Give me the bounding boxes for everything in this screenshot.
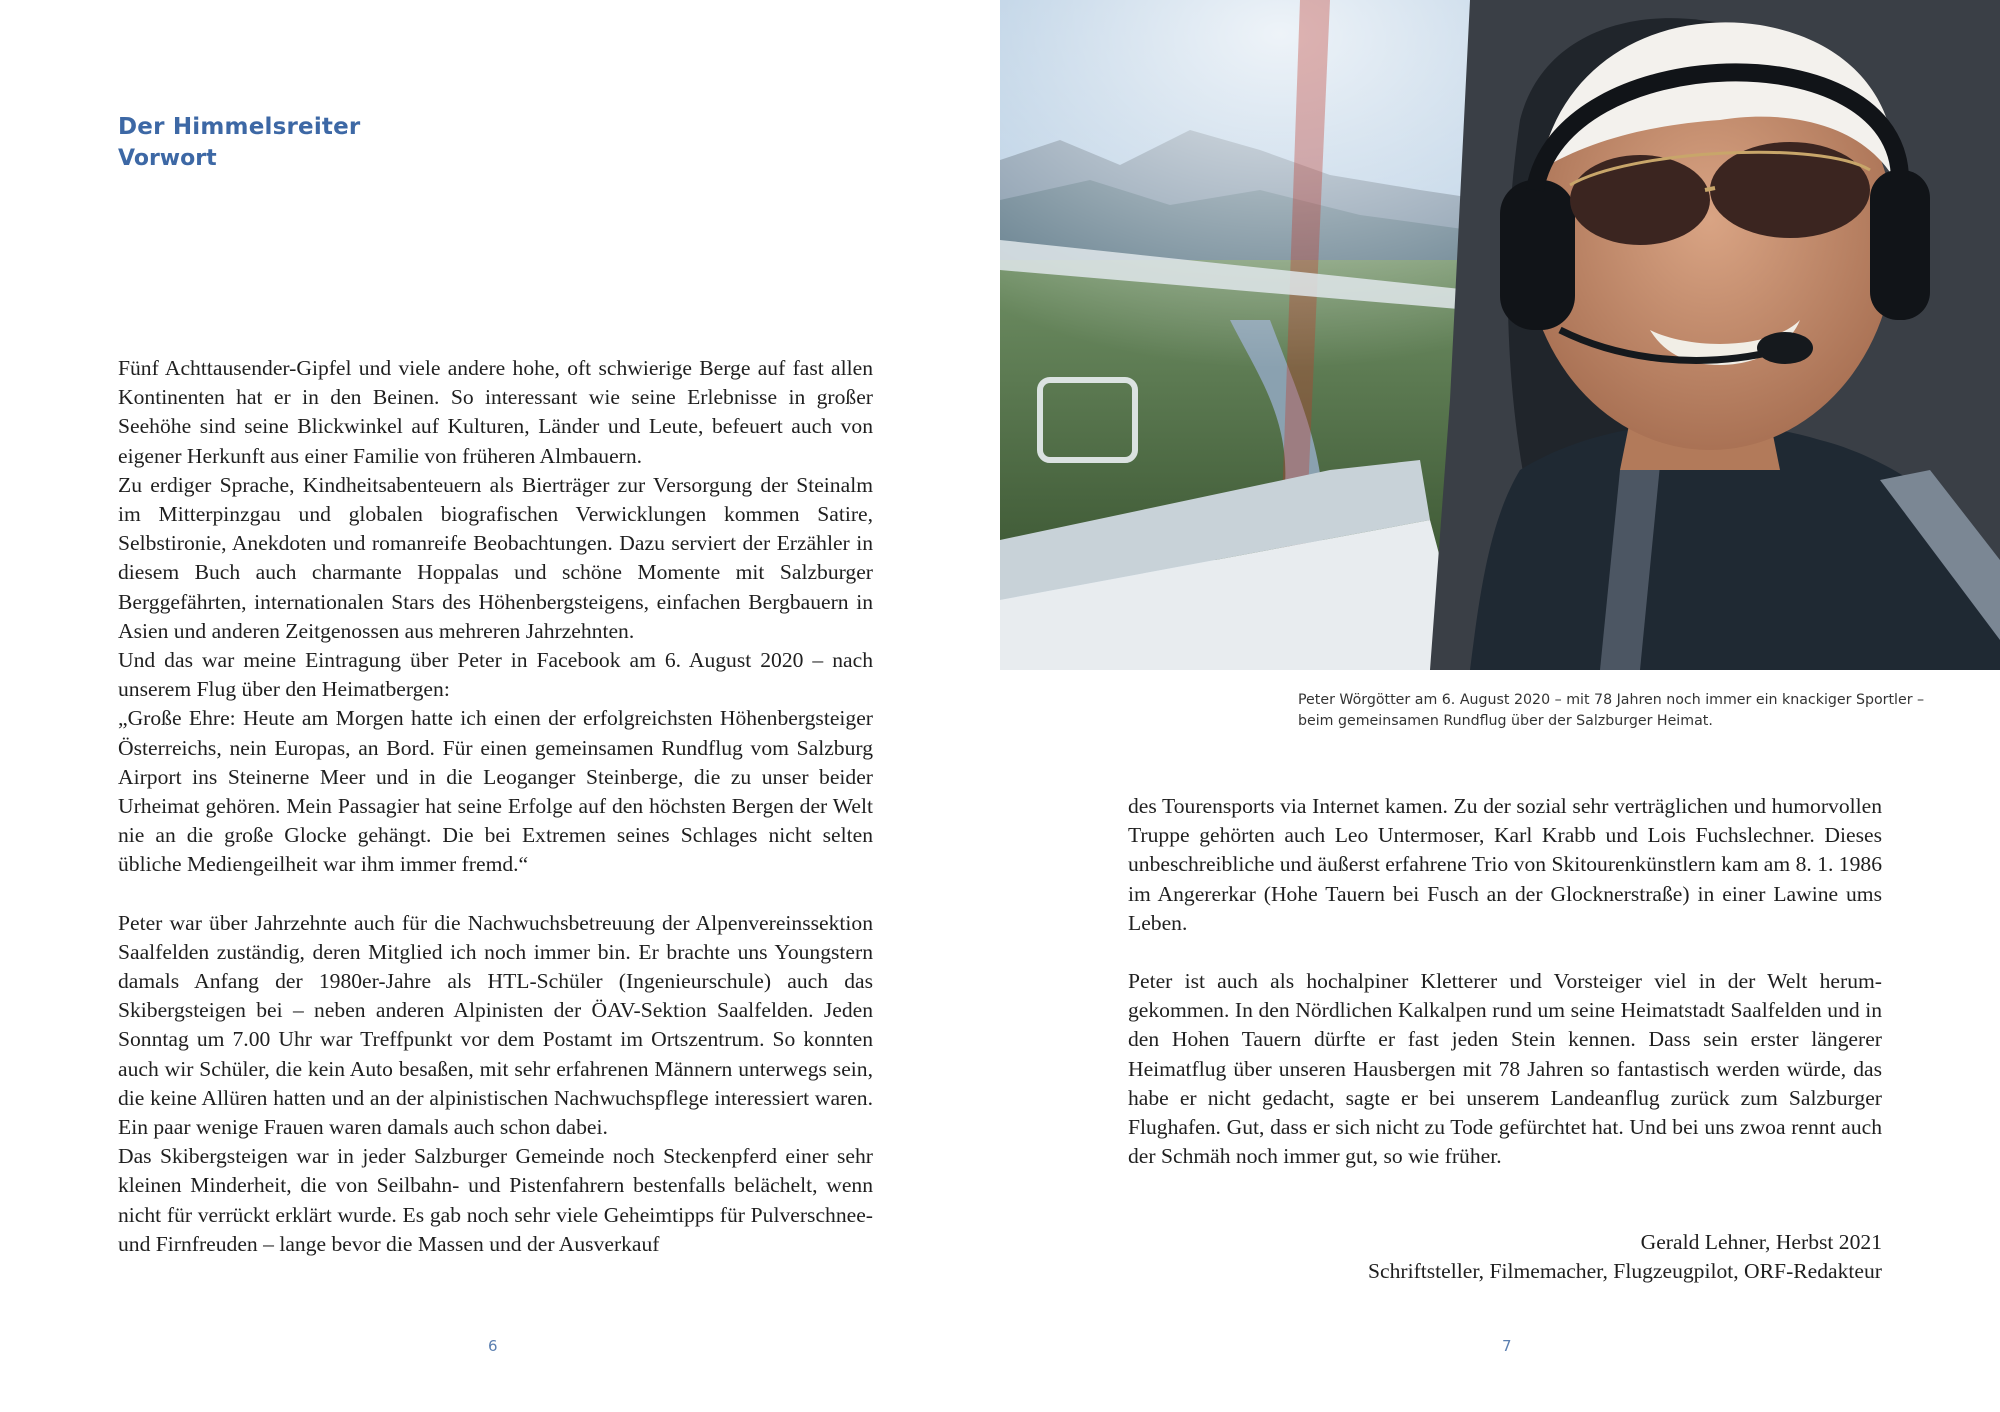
chapter-title: Der Himmelsreiter <box>118 114 361 140</box>
caption-line: beim gemeinsamen Rundflug über der Salzburger Heimat. <box>1298 713 1713 729</box>
paragraph-gap <box>1128 938 1882 967</box>
cockpit-photo <box>1000 0 2000 670</box>
paragraph: Zu erdiger Sprache, Kindheitsabenteuern als Bierträger zur Versorgung der Steinalm im Mitterpinzgau und globalen biografischen Verwicklungen kommen Satire, Selbstironie, Anekdoten und romanreife Beobachtungen. Dazu serviert der Erzähler in diesem Buch auch charmante Hoppalas und schöne Momente mit Salzburger Berggefährten, internationalen Stars des Höhenbergsteigens, einfachen Bergbauern in Asien und anderen Zeitgenossen aus mehreren Jahrzehnten. <box>118 472 873 643</box>
right-body-text <box>1128 792 1882 1171</box>
paragraph: Peter ist auch als hochalpiner Kletterer und Vorsteiger viel in der Welt herumgekommen. In den Nördlichen Kalkalpen rund um seine Heimatstadt Saalfelden und in den Hohen Tauern dürfte er fast jeden Stein kennen. Dass sein erster längerer Heimatflug über unseren Hausbergen mit 78 Jahren so fantastisch werden würde, das habe er nicht gedacht, sagte er bei unserem Landeanflug zurück zum Salzburger Flughafen. Gut, dass er sich nicht zu Tode gefürchtet hat. Und bei uns zwoa rennt auch der Schmäh noch immer gut, so wie früher. <box>1128 969 1882 1169</box>
author-roles: Schriftsteller, Filmemacher, Flugzeugpilot, ORF-Redakteur <box>1367 1259 1882 1284</box>
paragraph: Fünf Achttausender-Gipfel und viele andere hohe, oft schwierige Berge auf fast allen Kontinenten hat er in den Beinen. So interessant wie seine Erlebnisse in großer Seehöhe sind seine Blickwinkel auf Kulturen, Länder und Leute, befeuert auch von eigener Herkunft aus einer Familie von früheren Almbauern. <box>118 356 873 468</box>
paragraph: Und das war meine Eintragung über Peter in Facebook am 6. August 2020 – nach unserem Flug über den Heimatbergen: <box>118 648 873 702</box>
chapter-subtitle: Vorwort <box>118 146 217 171</box>
left-body-text <box>118 354 873 1259</box>
photo-caption <box>1298 690 1938 732</box>
page-number: 7 <box>1502 1337 1512 1355</box>
signature <box>1128 1228 1882 1286</box>
quote-paragraph: „Große Ehre: Heute am Morgen hatte ich einen der erfolgreichsten Höhenbergsteiger Österreichs, nein Europas, an Bord. Für einen gemeinsamen Rundflug vom Salzburg Airport ins Steinerne Meer und in die Leoganger Steinberge, die zu unser beider Urheimat gehören. Mein Passagier hat seine Erfolge auf den höchsten Bergen der Welt nie an die große Glocke gehängt. Die bei Extremen seines Schlages nicht selten übliche Mediengeilheit war ihm immer fremd.“ <box>118 706 873 877</box>
page-number: 6 <box>488 1337 498 1355</box>
right-page <box>1000 0 2000 1412</box>
paragraph: des Tourensports via Internet kamen. Zu der sozial sehr verträglichen und humorvollen Truppe gehörten auch Leo Untermoser, Karl Krabb und Lois Fuchslechner. Dieses unbeschreibliche und äußerst erfahrene Trio von Skitourenkünstlern kam am 8. 1. 1986 im Angererkar (Hohe Tauern bei Fusch an der Glocknerstraße) in einer Lawine ums Leben. <box>1128 794 1882 935</box>
author-name: Gerald Lehner, Herbst 2021 <box>1640 1230 1882 1254</box>
paragraph-gap <box>118 880 873 909</box>
paragraph: Das Skibergsteigen war in jeder Salzburger Gemeinde noch Steckenpferd einer sehr kleinen Minderheit, die von Seilbahn- und Pistenfahrern bestenfalls belächelt, wenn nicht für verrückt erklärt wurde. Es gab noch sehr viele Geheimtipps für Pulverschnee- und Firnfreuden – lange bevor die Massen und der Ausverkauf <box>118 1144 873 1256</box>
photo-illustration <box>1000 0 2000 670</box>
paragraph: Peter war über Jahrzehnte auch für die Nachwuchsbetreuung der Alpenvereinssektion Saalfelden zuständig, deren Mitglied ich noch immer bin. Er brachte uns Youngstern damals Anfang der 1980er-Jahre als HTL-Schüler (Ingenieurschule) auch das Skibergsteigen bei – neben anderen Alpinisten der ÖAV-Sektion Saalfelden. Jeden Sonntag um 7.00 Uhr war Treffpunkt vor dem Postamt im Ortszentrum. So konnten auch wir Schüler, die kein Auto besaßen, mit sehr erfahrenen Männern unterwegs sein, die keine Allüren hatten und an der alpinistischen Nachwuchspflege interessiert waren. Ein paar wenige Frauen waren damals auch schon dabei. <box>118 910 873 1140</box>
caption-line: Peter Wörgötter am 6. August 2020 – mit 78 Jahren noch immer ein knackiger Sportler – <box>1298 692 1925 708</box>
